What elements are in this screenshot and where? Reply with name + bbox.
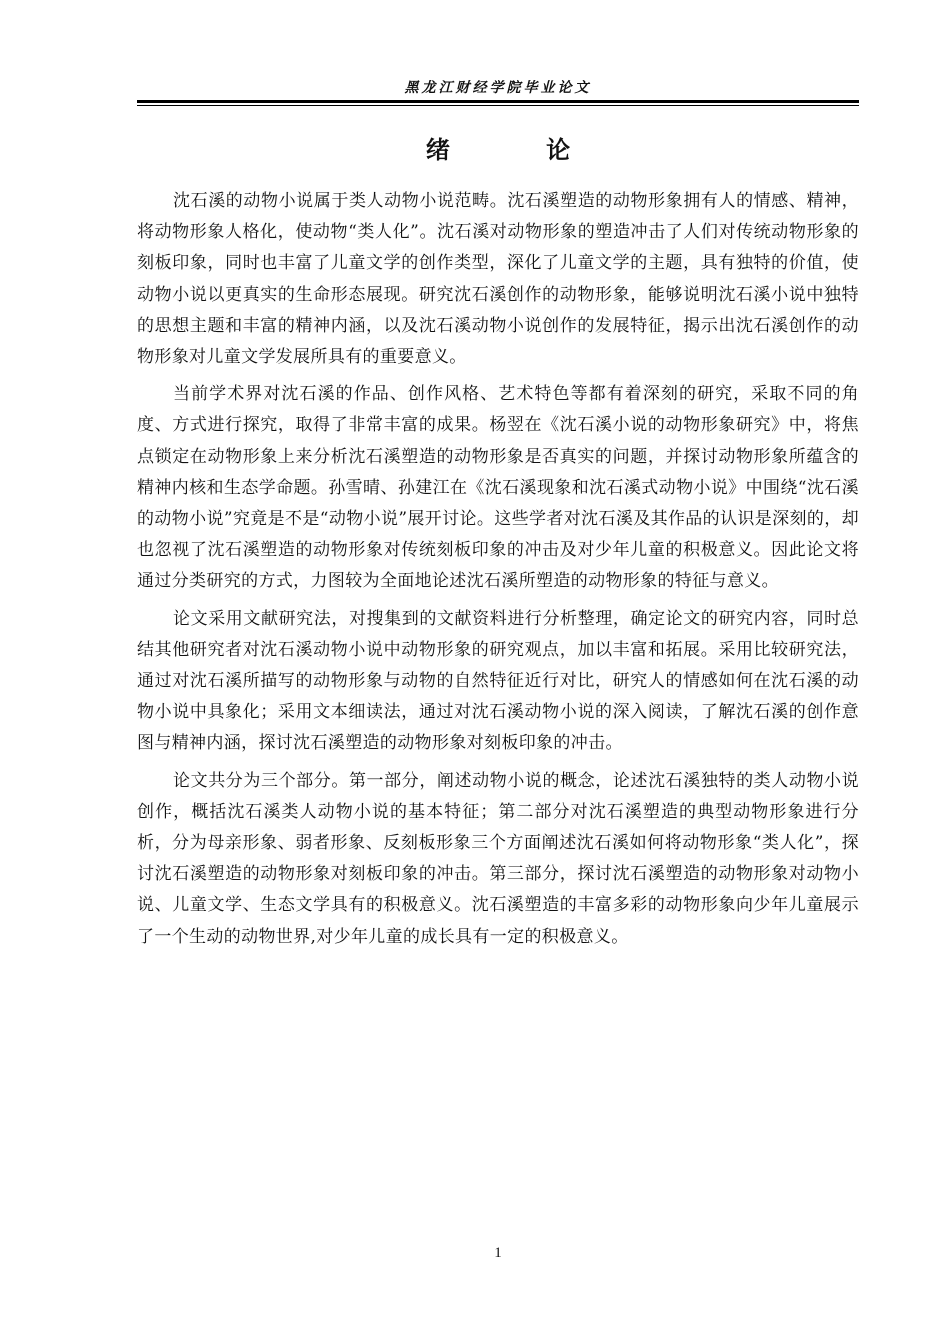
paragraph-1: 沈石溪的动物小说属于类人动物小说范畴。沈石溪塑造的动物形象拥有人的情感、精神，将动物形象人格化，使动物“类人化”。沈石溪对动物形象的塑造冲击了人们对传统动物形象的刻板印象，同时也丰富了儿童文学的创作类型，深化了儿童文学的主题，具有独特的价值，使动物小说以更真实的生命形态展现。研究沈石溪创作的动物形象，能够说明沈石溪小说中独特的思想主题和丰富的精神内涵，以及沈石溪动物小说创作的发展特征，揭示出沈石溪创作的动物形象对儿童文学发展所具有的重要意义。: [137, 191, 859, 368]
header-rule-thick: [137, 100, 859, 103]
body-text: [137, 186, 859, 959]
page-number: 1: [494, 1245, 502, 1261]
running-header: 黑龙江财经学院毕业论文: [404, 80, 592, 96]
header-rule-thin: [137, 105, 859, 106]
paragraph-4: 论文共分为三个部分。第一部分，阐述动物小说的概念，论述沈石溪独特的类人动物小说创作，概括沈石溪类人动物小说的基本特征；第二部分对沈石溪塑造的典型动物形象进行分析，分为母亲形象、弱者形象、反刻板形象三个方面阐述沈石溪如何将动物形象“类人化”，探讨沈石溪塑造的动物形象对刻板印象的冲击。第三部分，探讨沈石溪塑造的动物形象对动物小说、儿童文学、生态文学具有的积极意义。沈石溪塑造的丰富多彩的动物形象向少年儿童展示了一个生动的动物世界,对少年儿童的成长具有一定的积极意义。: [137, 770, 859, 947]
paragraph-2: 当前学术界对沈石溪的作品、创作风格、艺术特色等都有着深刻的研究，采取不同的角度、方式进行探究，取得了非常丰富的成果。杨翌在《沈石溪小说的动物形象研究》中，将焦点锁定在动物形象上来分析沈石溪塑造的动物形象是否真实的问题，并探讨动物形象所蕴含的精神内核和生态学命题。孙雪晴、孙建江在《沈石溪现象和沈石溪式动物小说》中围绕“沈石溪的动物小说”究竟是不是“动物小说”展开讨论。这些学者对沈石溪及其作品的认识是深刻的，却也忽视了沈石溪塑造的动物形象对传统刻板印象的冲击及对少年儿童的积极意义。因此论文将通过分类研究的方式，力图较为全面地论述沈石溪所塑造的动物形象的特征与意义。: [137, 384, 859, 592]
section-title: 绪 论: [425, 136, 615, 164]
paragraph-3: 论文采用文献研究法，对搜集到的文献资料进行分析整理，确定论文的研究内容，同时总结其他研究者对沈石溪动物小说中动物形象的研究观点，加以丰富和拓展。采用比较研究法，通过对沈石溪所描写的动物形象与动物的自然特征近行对比，研究人的情感如何在沈石溪的动物小说中具象化；采用文本细读法，通过对沈石溪动物小说的深入阅读，了解沈石溪的创作意图与精神内涵，探讨沈石溪塑造的动物形象对刻板印象的冲击。: [137, 608, 859, 754]
